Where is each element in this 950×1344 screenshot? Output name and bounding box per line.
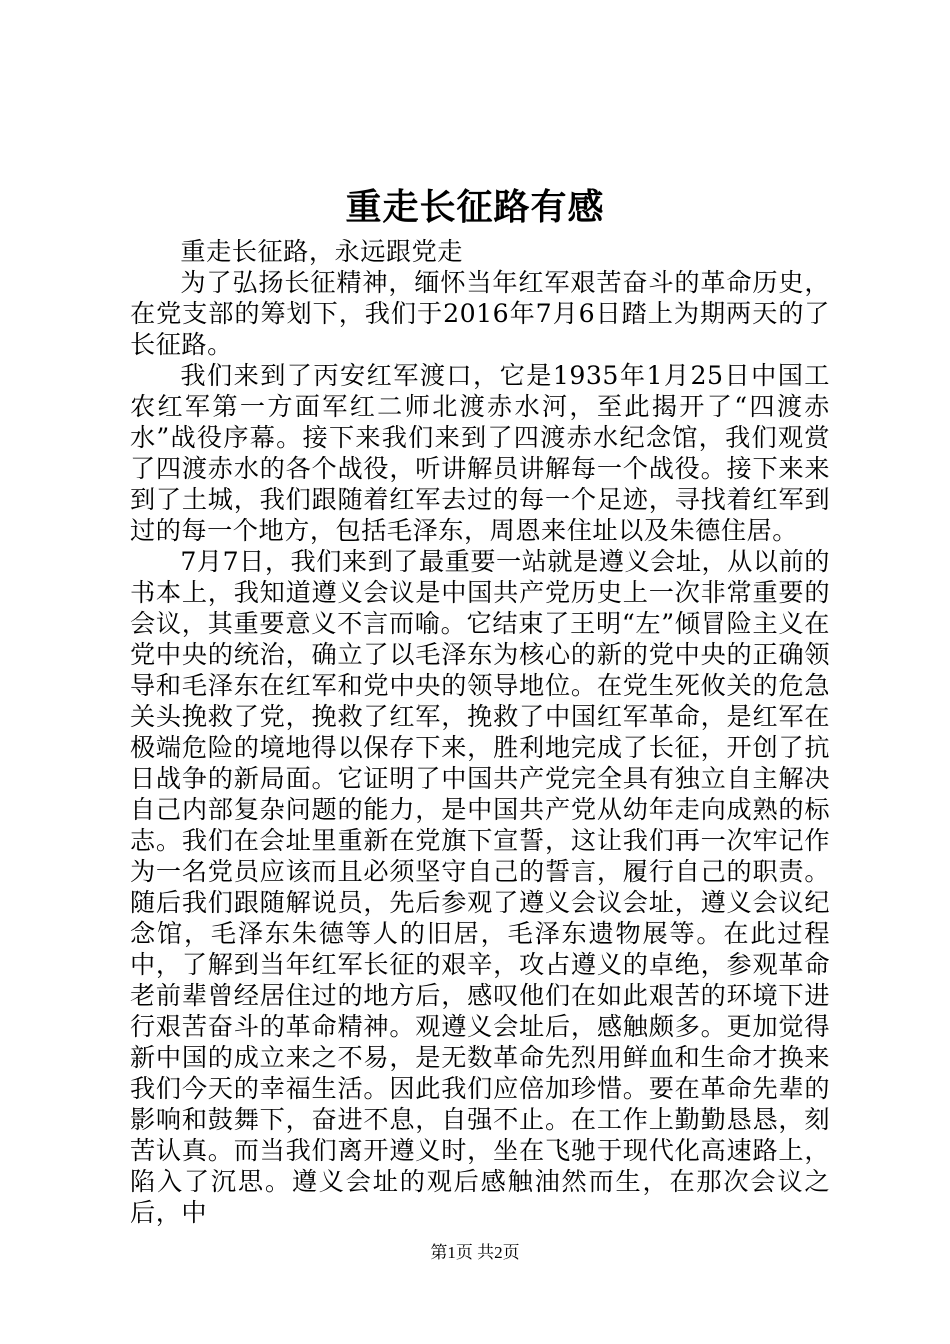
document-body [130,236,830,1228]
paragraph: 我们来到了丙安红军渡口，它是1935年1月25日中国工农红军第一方面军红二师北渡赤水河，至此揭开了“四渡赤水”战役序幕。接下来我们来到了四渡赤水纪念馆，我们观赏了四渡赤水的各个战役，听讲解员讲解每一个战役。接下来来到了土城，我们跟随着红军去过的每一个足迹，寻找着红军到过的每一个地方，包括毛泽东，周恩来住址以及朱德住居。 [130,361,830,545]
paragraph: 重走长征路，永远跟党走 [180,237,463,266]
paragraph: 7月7日，我们来到了最重要一站就是遵义会址，从以前的书本上，我知道遵义会议是中国共产党历史上一次非常重要的会议，其重要意义不言而喻。它结束了王明“左”倾冒险主义在党中央的统治，确立了以毛泽东为核心的新的党中央的正确领导和毛泽东在红军和党中央的领导地位。在党生死攸关的危急关头挽救了党，挽救了红军，挽救了中国红军革命，是红军在极端危险的境地得以保存下来，胜利地完成了长征，开创了抗日战争的新局面。它证明了中国共产党完全具有独立自主解决自己内部复杂问题的能力，是中国共产党从幼年走向成熟的标志。我们在会址里重新在党旗下宣誓，这让我们再一次牢记作为一名党员应该而且必须坚守自己的誓言，履行自己的职责。随后我们跟随解说员，先后参观了遵义会议会址，遵义会议纪念馆，毛泽东朱德等人的旧居，毛泽东遗物展等。在此过程中，了解到当年红军长征的艰辛，攻占遵义的卓绝，参观革命老前辈曾经居住过的地方后，感叹他们在如此艰苦的环境下进行艰苦奋斗的革命精神。观遵义会址后，感触颇多。更加觉得新中国的成立来之不易，是无数革命先烈用鲜血和生命才换来我们今天的幸福生活。因此我们应倍加珍惜。要在革命先辈的影响和鼓舞下，奋进不息，自强不止。在工作上勤勤恳恳，刻苦认真。而当我们离开遵义时，坐在飞驰于现代化高速路上，陷入了沉思。遵义会址的观后感触油然而生，在那次会议之后，中 [130,547,830,1227]
page-footer: 第1页 共2页 [430,1243,520,1262]
document-title: 重走长征路有感 [345,186,605,228]
paragraph: 为了弘扬长征精神，缅怀当年红军艰苦奋斗的革命历史，在党支部的筹划下，我们于2016年7月6日踏上为期两天的了长征路。 [130,268,830,359]
